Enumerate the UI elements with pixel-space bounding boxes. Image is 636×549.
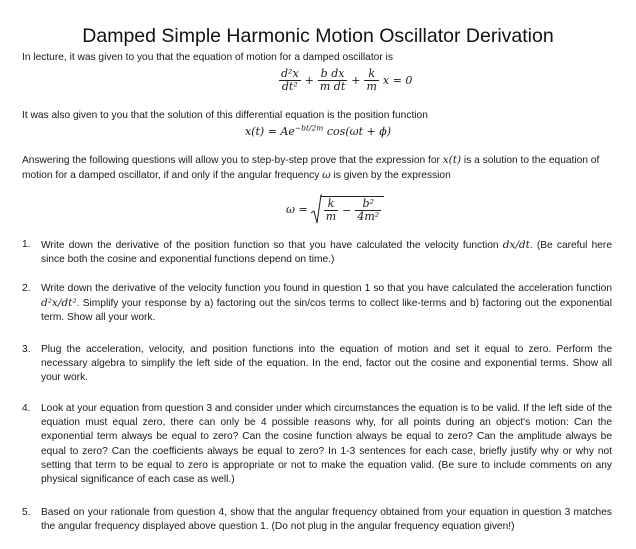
fraction-b2-4m2 xyxy=(355,198,381,223)
intro3-part-c: is given by the expression xyxy=(330,170,451,181)
question-text: Look at your equation from question 3 and consider under which circumstances the equation is to be valid. If the left side of the equation must equal zero, there can only be 4 possible reasons why, for all points during an object's motion: Can the exponential term always be equal to zero? Can the cosine function always be equal to zero? Can the amplitude always be equal to zero? Can the coefficients always be equal to zero? In 1-3 sentences for each case, briefly justify why or why not setting that term to be equal to zero is appropriate or not to make the equation valid. (Be sure to include comments on any physical significance of each case as well.) xyxy=(41,403,612,486)
question-number: 3. xyxy=(22,344,31,355)
intro3-part-b: is a solution to the equation of motion for a damped oscillator, if and only if the angular frequency xyxy=(22,155,600,181)
question-text-b: . Simplify your response by a) factoring out the sin/cos terms to collect like-terms and b) factoring out the exponential term. Show all your work. xyxy=(41,298,612,324)
question-number: 2. xyxy=(22,283,31,294)
page-title: Damped Simple Harmonic Motion Oscillator Derivation xyxy=(82,25,554,47)
position-equation xyxy=(0,125,636,138)
intro3-math-x: x(t) xyxy=(442,154,462,166)
question-text-a: Write down the derivative of the position function so that you have calculated the velocity function xyxy=(41,240,503,251)
omega-equation xyxy=(286,196,384,223)
intro-position-function: It was also given to you that the solution of this differential equation is the position function xyxy=(22,110,428,121)
plus-sign: + xyxy=(304,74,314,87)
omega-k-numerator: k xyxy=(324,198,338,211)
question-text xyxy=(41,238,612,267)
question-text: Plug the acceleration, velocity, and position functions into the equation of motion and set it equal to zero. Perform the necessary algebra to simplify the left side of the equation. In the end, factor out the cosine and exponential terms. Show all your work. xyxy=(41,344,612,384)
intro3-part-a: Answering the following questions will allow you to step-by-step prove that the expression for xyxy=(22,155,443,166)
term-b-m-dx-dt xyxy=(318,68,347,93)
plus-sign: + xyxy=(351,74,361,87)
equation-of-motion xyxy=(278,68,415,93)
question-math: d²x/dt² xyxy=(41,297,77,310)
question-text: Based on your rationale from question 4, show that the angular frequency obtained from your equation in question 3 matches the angular frequency displayed above question 1. (Do not plug in the angular frequency equation given!) xyxy=(41,507,612,533)
omega-b-denominator: 4m² xyxy=(357,210,380,223)
question-text-a: Write down the derivative of the velocity function you found in question 1 so that you have calculated the acceleration function xyxy=(41,283,612,294)
question-text-b: . (Be careful here since both the cosine and exponential functions depend on time.) xyxy=(41,240,612,266)
question-text xyxy=(41,282,612,326)
square-root xyxy=(311,196,385,223)
term3-numerator: k xyxy=(364,68,378,81)
fraction-k-m xyxy=(324,198,338,223)
term2-numerator: b dx xyxy=(318,68,347,81)
question-number: 5. xyxy=(22,507,31,518)
term2-denominator: m dt xyxy=(319,80,346,93)
position-lhs: x(t) = Ae xyxy=(245,125,295,138)
intro-equation-of-motion: In lecture, it was given to you that the equation of motion for a damped oscillator is xyxy=(22,52,393,63)
question-number: 4. xyxy=(22,403,31,414)
omega-k-denominator: m xyxy=(325,210,337,223)
omega-lhs: ω = xyxy=(286,203,308,216)
term-k-m xyxy=(364,68,378,93)
radical-sign-icon xyxy=(311,194,322,225)
equation-tail: x = 0 xyxy=(382,74,413,87)
radicand xyxy=(321,196,385,223)
term1-numerator: d²x xyxy=(281,67,299,80)
omega-b-numerator: b² xyxy=(355,198,381,211)
position-exponent: −bt/2m xyxy=(294,123,324,133)
term-d2x-dt2 xyxy=(279,68,301,93)
question-math: dx/dt xyxy=(502,239,530,251)
position-cos: cos(ωt + ϕ) xyxy=(323,125,391,138)
question-number: 1. xyxy=(22,239,31,250)
intro-angular-frequency xyxy=(22,153,612,183)
intro3-math-omega: ω xyxy=(322,169,331,181)
minus-sign: − xyxy=(342,204,352,217)
term1-denominator: dt² xyxy=(281,80,298,93)
term3-denominator: m xyxy=(366,80,377,93)
